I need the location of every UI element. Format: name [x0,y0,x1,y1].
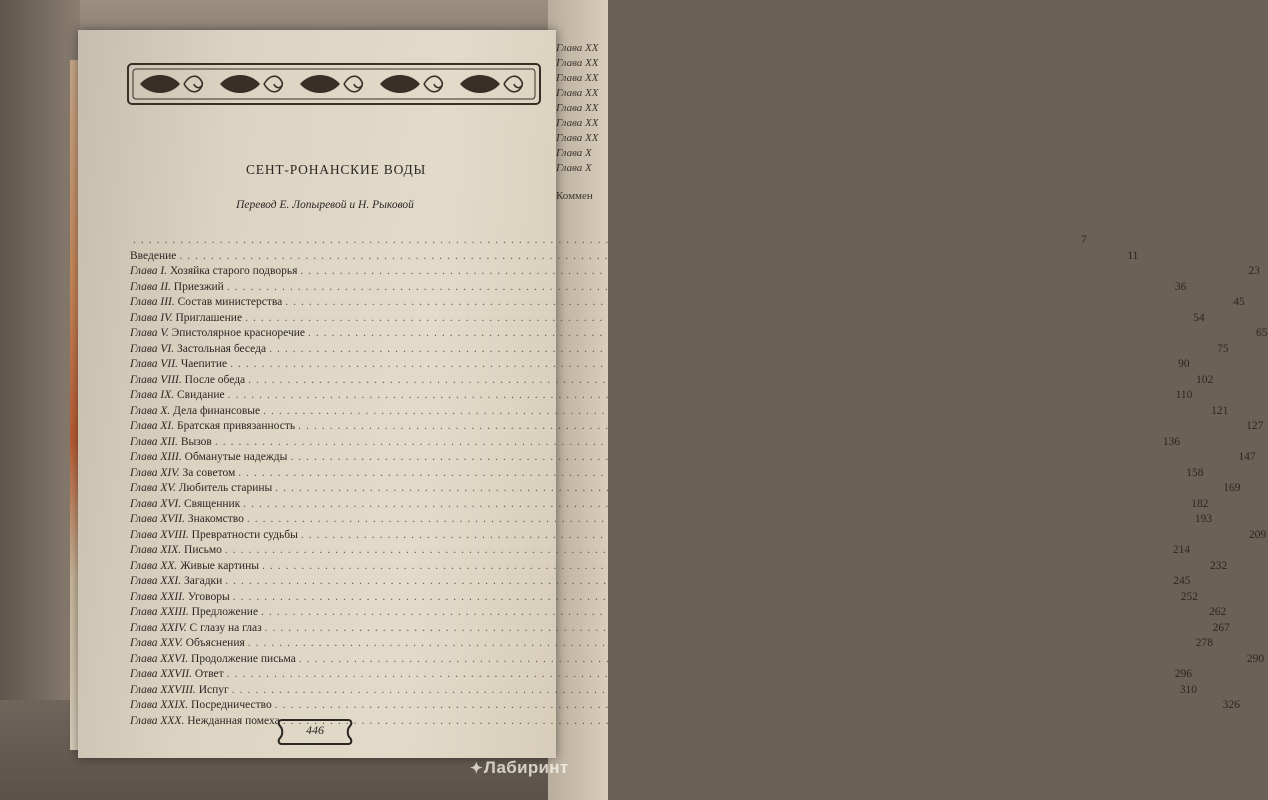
toc-chapter-title: Эпистолярное красноречие [168,327,306,339]
toc-chapter-number: Глава XXVII. [130,668,192,680]
toc-leader-dots: ........................................................................................................................ [274,699,1220,711]
toc-entry-label [130,637,245,649]
toc-leader-dots: ........................................................................................................................ [226,668,1172,680]
labyrinth-icon: ✦ [470,760,483,777]
toc-row [130,234,1087,250]
toc-leader-dots: ........................................................................................................................ [300,528,1246,541]
toc-chapter-number: Глава XXVI. [130,652,189,665]
toc-page-number: 182 [1191,497,1209,510]
toc-row [130,699,1240,715]
toc-row [130,404,1229,421]
neighbor-line: Глава Х [556,162,592,174]
toc-page-number: 75 [1217,342,1229,355]
book-title: СЕНТ-РОНАНСКИЕ ВОДЫ [245,162,427,177]
toc-leader-dots: ........................................................................................................................ [133,234,1078,246]
toc-entry-label [130,668,224,680]
toc-chapter-title: Предложение [188,606,259,618]
toc-page-number: 110 [1175,389,1193,401]
toc-leader-dots: ........................................................................................................................ [261,559,1207,572]
toc-row [130,544,1191,560]
toc-chapter-number: Глава VI. [130,342,175,355]
toc-chapter-number: Глава XXX. [130,714,185,727]
toc-entry-label [130,513,244,525]
translators-credit: Перевод Е. Лопыревой и Н. Рыковой [236,199,414,211]
toc-chapter-title: Письмо [181,544,222,556]
toc-entry-label [130,699,272,711]
toc-page-number: 169 [1223,482,1241,494]
toc-leader-dots: ........................................................................................................................ [298,652,1244,665]
toc-chapter-title: Загадки [181,575,223,587]
toc-row [130,621,1230,638]
toc-entry-label [130,343,266,355]
toc-entry-label [130,498,240,510]
toc-entry-label [130,684,229,696]
toc-row [130,637,1214,653]
toc-entry-label [130,575,222,587]
toc-row [130,606,1227,622]
toc-entry-label [130,420,295,432]
toc-chapter-number: Глава I. [130,265,168,277]
toc-row [130,249,1139,266]
toc-entry-label [130,436,212,448]
toc-leader-dots: ........................................................................................................................ [225,575,1171,587]
toc-entry-label [130,389,225,401]
toc-leader-dots: ........................................................................................................................ [214,435,1160,448]
toc-entry-label [130,250,176,262]
toc-chapter-number: Глава XXI. [130,575,182,587]
toc-chapter-number: Глава XII. [130,435,178,448]
toc-chapter-number: Глава XXVIII. [130,683,196,696]
toc-leader-dots: ........................................................................................................................ [247,637,1193,649]
toc-page-number: 209 [1248,528,1267,541]
toc-page-number: 262 [1209,606,1227,618]
background-left [0,0,80,800]
toc-row [130,683,1197,700]
toc-page-number: 232 [1209,559,1228,572]
watermark-logo [470,758,568,778]
decorative-border-ornament [126,62,542,106]
page-number: 446 [306,723,324,737]
toc-row [130,482,1241,498]
toc-leader-dots: ........................................................................................................................ [245,311,1191,324]
toc-row [130,420,1264,436]
toc-row [130,575,1191,591]
toc-chapter-number: Глава IX. [130,389,175,401]
toc-chapter-number: Глава X. [130,404,171,417]
toc-chapter-title: За советом [179,466,236,479]
toc-row [130,280,1187,297]
toc-leader-dots: ........................................................................................................................ [282,714,1228,727]
toc-chapter-title: Превратности судьбы [188,528,298,541]
watermark-text: Лабиринт [483,758,569,777]
toc-page-number: 11 [1127,249,1139,262]
toc-row [130,590,1198,607]
toc-entry-label [130,405,260,417]
toc-chapter-number: Глава XI. [130,420,175,432]
neighbor-line: Глава ХХ [556,117,599,129]
toc-entry-label [130,296,282,308]
toc-chapter-number: Глава VIII. [130,373,182,386]
toc-page-number: 252 [1180,590,1198,603]
toc-row [130,451,1256,467]
toc-chapter-number: Глава XV. [130,482,176,494]
toc-chapter-title: Застольная беседа [174,342,267,355]
toc-chapter-title: После обеда [181,373,246,386]
toc-leader-dots: ........................................................................................................................ [308,327,1254,339]
toc-entry-label [130,451,287,463]
toc-entry-label [130,606,258,618]
toc-chapter-number: Глава XXV. [130,637,183,649]
toc-entry-label [130,529,298,541]
toc-page-number: 121 [1211,404,1229,417]
toc-leader-dots: ........................................................................................................................ [285,296,1231,308]
toc-leader-dots: ........................................................................................................................ [263,404,1209,417]
toc-leader-dots: ........................................................................................................................ [264,621,1210,634]
toc-chapter-number: Глава XIV. [130,466,180,479]
toc-page-number: 102 [1196,373,1214,386]
toc-chapter-number: Глава XIII. [130,451,182,463]
toc-chapter-title: Священник [181,497,241,510]
toc-row [130,358,1190,374]
toc-entry-label [130,544,222,556]
toc-entry-label [130,591,230,603]
toc-chapter-number: Глава XVII. [130,513,185,525]
toc-page-number: 245 [1173,575,1191,587]
toc-chapter-number: Глава V. [130,327,169,339]
toc-chapter-title: Обманутые надежды [181,451,288,463]
toc-leader-dots: ........................................................................................................................ [179,249,1125,262]
toc-leader-dots: ........................................................................................................................ [269,342,1215,355]
neighbor-line: Глава ХХ [556,42,599,54]
toc-entry-label [130,281,224,293]
toc-leader-dots: ........................................................................................................................ [231,683,1177,696]
toc-chapter-number: Глава II. [130,280,171,293]
toc-chapter-title: Нежданная помеха [184,714,280,727]
toc-page-number: 296 [1174,668,1192,680]
toc-leader-dots: ........................................................................................................................ [224,544,1170,556]
neighbor-line: Глава ХХ [556,132,599,144]
neighbor-line: Глава ХХ [556,87,599,99]
toc-page-number: 23 [1248,265,1260,277]
toc-page-number: 147 [1238,451,1256,463]
toc-row [130,265,1260,281]
toc-leader-dots: ........................................................................................................................ [275,482,1221,494]
toc-chapter-title: Любитель старины [175,482,273,494]
toc-entry-label [130,482,272,494]
toc-entry-label [130,560,259,572]
toc-page-number: 278 [1195,637,1214,649]
toc-leader-dots: ........................................................................................................................ [238,466,1184,479]
toc-page-number: 36 [1174,280,1187,293]
toc-chapter-title: Посредничество [188,699,272,711]
toc-entry-label [130,715,280,727]
toc-row [130,652,1265,669]
toc-chapter-number: Глава XX. [130,559,178,572]
toc-row [130,513,1213,529]
toc-chapter-title: Хозяйка старого подворья [167,265,298,277]
toc-chapter-title: Живые картины [177,559,259,572]
toc-row [130,559,1228,576]
toc-page-number: 136 [1162,435,1181,448]
toc-row [130,497,1209,514]
toc-leader-dots: ........................................................................................................................ [226,280,1172,293]
toc-entry-label [130,265,297,277]
toc-entry-label [130,327,305,339]
toc-chapter-number: Глава XIX. [130,544,182,556]
toc-leader-dots: ........................................................................................................................ [246,513,1192,525]
toc-row [130,342,1229,359]
toc-chapter-title: Чаепитие [177,358,228,370]
toc-page-number: 290 [1246,652,1265,665]
toc-page-number: 158 [1186,466,1204,479]
toc-row [130,327,1268,343]
neighbor-line: Глава ХХ [556,72,599,84]
toc-page-number: 54 [1193,311,1205,324]
toc-chapter-title: Испуг [195,683,229,696]
toc-chapter-title: Уговоры [184,590,230,603]
toc-chapter-number: Глава III. [130,296,175,308]
toc-page-number: 7 [1081,234,1087,246]
toc-row [130,466,1204,483]
toc-leader-dots: ........................................................................................................................ [290,451,1236,463]
toc-chapter-title: Продолжение письма [188,652,296,665]
toc-entry-label [130,374,245,386]
toc-page-number: 127 [1246,420,1264,432]
toc-row [130,311,1205,328]
toc-page-number: 326 [1222,699,1240,711]
toc-chapter-title: Состав министерства [174,296,283,308]
toc-page-number: 267 [1212,621,1230,634]
toc-leader-dots: ........................................................................................................................ [243,497,1189,510]
toc-row [130,435,1181,452]
toc-chapter-number: Глава XXII. [130,590,185,603]
toc-chapter-title: Ответ [191,668,224,680]
neighbor-footer: Коммен [556,190,593,202]
toc-leader-dots: ........................................................................................................................ [232,590,1178,603]
toc-leader-dots: ........................................................................................................................ [227,389,1173,401]
toc-entry-label [130,653,296,665]
neighbor-line: Глава ХХ [556,102,599,114]
toc-chapter-number: Глава XVIII. [130,528,189,541]
toc-chapter-number: Глава VII. [130,358,178,370]
toc-chapter-title: Братская привязанность [174,420,296,432]
toc-entry-label [130,358,227,370]
toc-chapter-title: Введение [130,249,177,262]
toc-leader-dots: ........................................................................................................................ [248,373,1194,386]
toc-leader-dots: ........................................................................................................................ [230,358,1176,370]
neighbor-line: Глава ХХ [556,57,599,69]
toc-page-number: 65 [1256,327,1268,339]
toc-entry-label [130,467,235,479]
toc-leader-dots: ........................................................................................................................ [298,420,1244,432]
toc-page-number: 193 [1194,513,1213,525]
toc-chapter-number: Глава XVI. [130,497,182,510]
toc-chapter-title: Свидание [174,389,225,401]
toc-row [130,668,1192,684]
toc-page-number: 310 [1179,683,1197,696]
toc-chapter-number: Глава XXIV. [130,621,187,634]
toc-page-number: 214 [1172,544,1191,556]
toc-chapter-number: Глава IV. [130,311,173,324]
toc-entry-label [130,312,242,324]
toc-entry-label [130,622,262,634]
neighbor-line: Глава Х [556,147,592,159]
toc-chapter-number: Глава XXIX. [130,699,189,711]
toc-leader-dots: ........................................................................................................................ [300,265,1246,277]
toc-chapter-title: Дела финансовые [170,404,261,417]
toc-row [130,528,1267,545]
toc-row [130,389,1193,405]
toc-chapter-title: Объяснения [182,637,245,649]
toc-chapter-title: С глазу на глаз [186,621,262,634]
toc-chapter-number: Глава XXIII. [130,606,189,618]
toc-page-number: 45 [1233,296,1245,308]
toc-chapter-title: Приглашение [172,311,243,324]
toc-page-number: 90 [1178,358,1190,370]
toc-chapter-title: Приезжий [170,280,224,293]
toc-leader-dots: ........................................................................................................................ [261,606,1207,618]
toc-row [130,296,1245,312]
toc-chapter-title: Знакомство [184,513,244,525]
toc-row [130,373,1214,390]
toc-chapter-title: Вызов [177,435,212,448]
